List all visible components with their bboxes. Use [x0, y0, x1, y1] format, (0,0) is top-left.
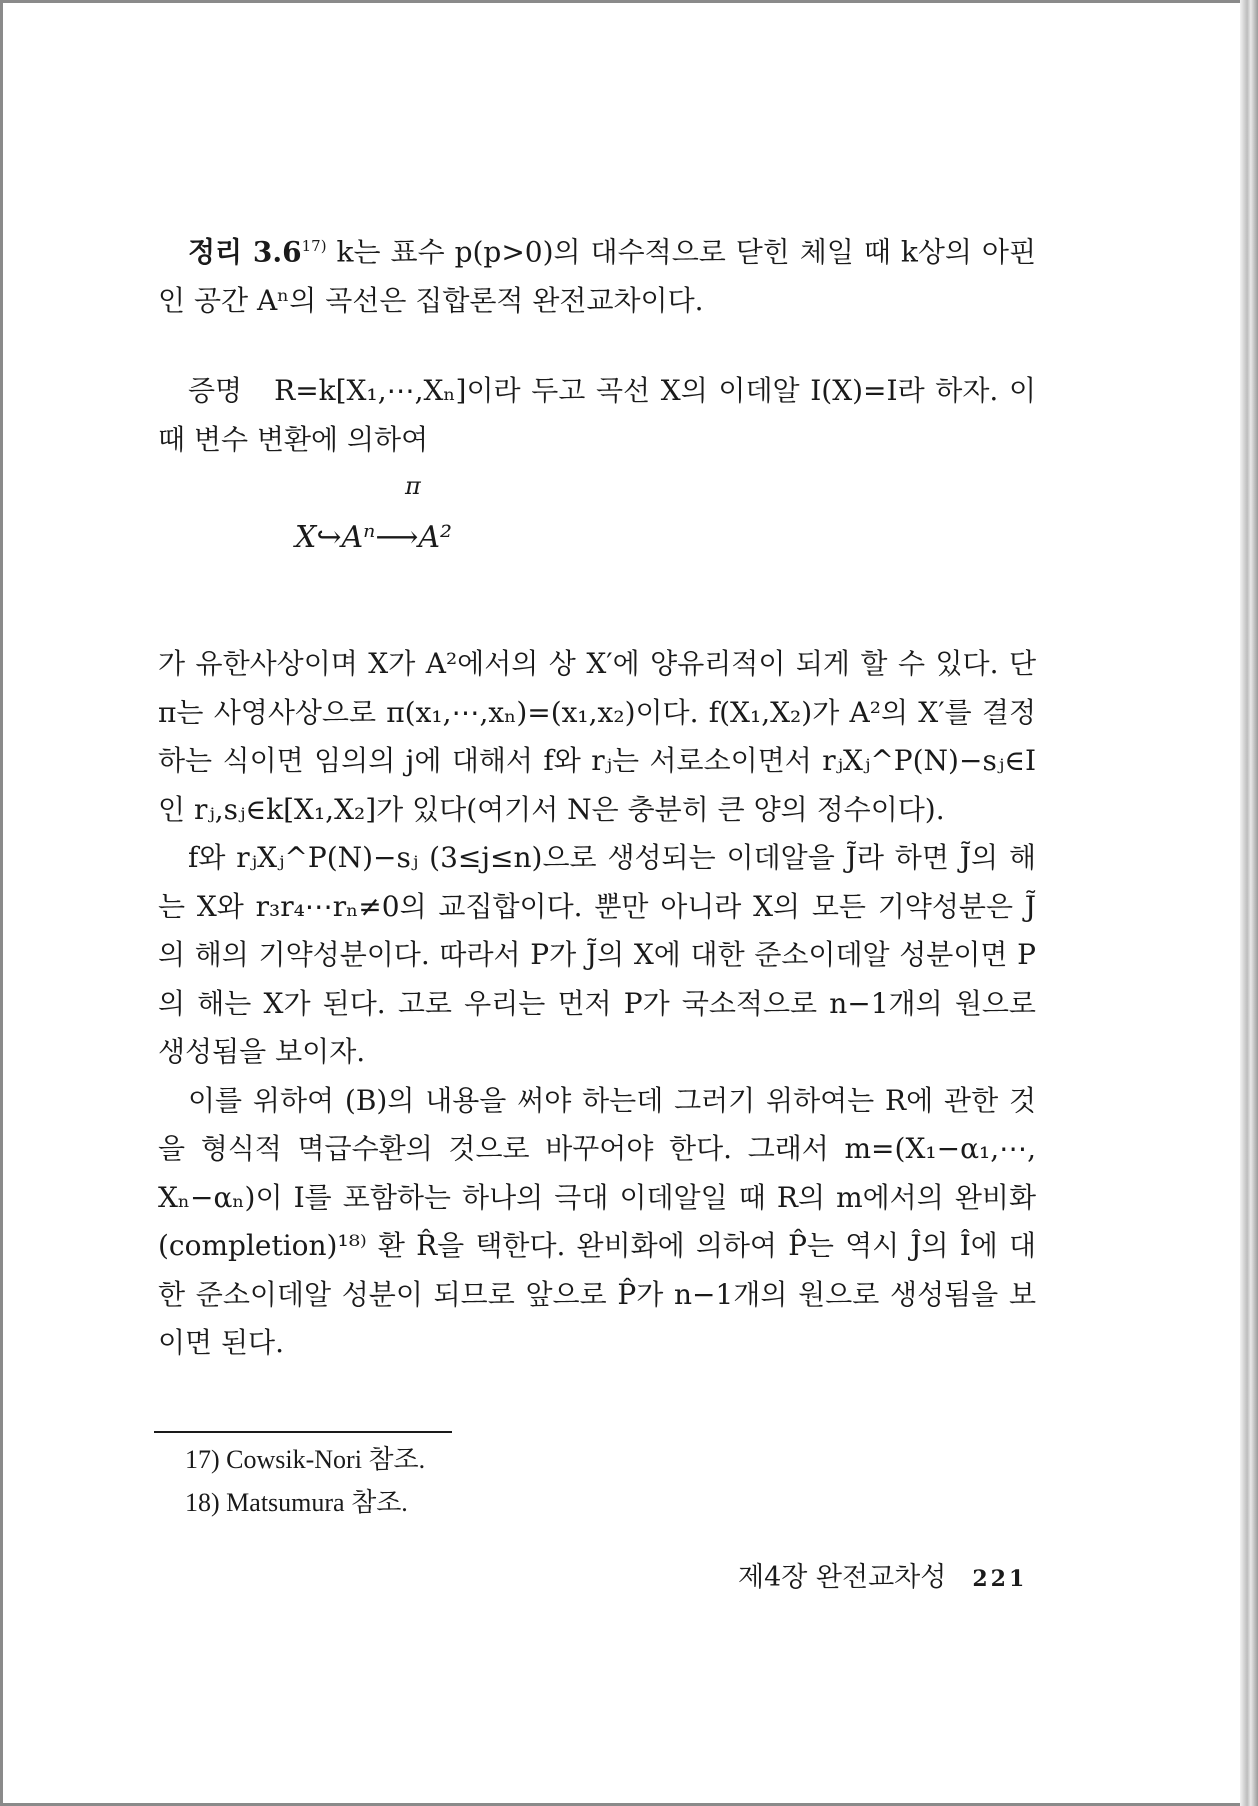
proof-line-1: R=k[X₁,⋯,Xₙ]이라 두고 곡선 X의 이데알 I(X)=I라 하자. 이때 변수 변환에 의하여: [158, 374, 1036, 456]
theorem-label: 정리 3.6: [188, 235, 302, 269]
theorem-block: [158, 222, 1036, 325]
formula-text: X↪Aⁿ⟶A²: [295, 520, 453, 555]
footnote-18: 18) Matsumura 참조.: [185, 1488, 408, 1517]
proof-label: 증명: [188, 374, 243, 407]
proof-intro: [158, 367, 1036, 464]
theorem-footnote-ref: 17): [301, 237, 327, 255]
page-number: 221: [972, 1566, 1028, 1592]
page-spine: [1240, 0, 1258, 1806]
proof-paragraph-3: f와 rⱼXⱼ^P(N)−sⱼ (3≤j≤n)으로 생성되는 이데알을 J̃라 하면 J̃의 해는 X와 r₃r₄⋯rₙ≠0의 교집합이다. 뿐만 아니라 X의 모든 기약성분은 J̃의 해의 기약성분이다. 따라서 P가 J̃의 X에 대한 준소이데알 성분이면 P의 해는 X가 된다. 고로 우리는 먼저 P가 국소적으로 n−1개의 원으로 생성됨을 보이자.: [158, 841, 1036, 1068]
proof-paragraph-4: 이를 위하여 (B)의 내용을 써야 하는데 그러기 위하여는 R에 관한 것을 형식적 멱급수환의 것으로 바꾸어야 한다. 그래서 m=(X₁−α₁,⋯, Xₙ−αₙ)이 I를 포함하는 하나의 극대 이데알일 때 R의 m에서의 완비화(completion)¹⁸⁾ 환 R̂을 택한다. 완비화에 의하여 P̂는 역시 Ĵ의 Î에 대한 준소이데알 성분이 되므로 앞으로 P̂가 n−1개의 원으로 생성됨을 보이면 된다.: [158, 1083, 1036, 1359]
chapter-title: 제4장 완전교차성: [738, 1562, 947, 1593]
proof-paragraph-1: [158, 367, 1036, 464]
running-head: [738, 1555, 1027, 1594]
mapping-formula: [295, 472, 453, 555]
proof-body: [158, 640, 1036, 1368]
footnote-rule: [154, 1431, 452, 1433]
theorem-paragraph: [158, 222, 1036, 325]
proof-paragraph-2: 가 유한사상이며 X가 A²에서의 상 X′에 양유리적이 되게 할 수 있다. 단 π는 사영사상으로 π(x₁,⋯,xₙ)=(x₁,x₂)이다. f(X₁,X₂)가 A²의 X′를 결정하는 식이면 임의의 j에 대해서 f와 rⱼ는 서로소이면서 rⱼXⱼ^P(N)−sⱼ∈I인 rⱼ,sⱼ∈k[X₁,X₂]가 있다(여기서 N은 충분히 큰 양의 정수이다).: [158, 647, 1036, 826]
formula-arrow-label: π: [405, 472, 421, 500]
footnote-17: 17) Cowsik-Nori 참조.: [185, 1445, 426, 1474]
theorem-body: k는 표수 p(p>0)의 대수적으로 닫힌 체일 때 k상의 아핀인 공간 Aⁿ의 곡선은 집합론적 완전교차이다.: [158, 235, 1036, 317]
